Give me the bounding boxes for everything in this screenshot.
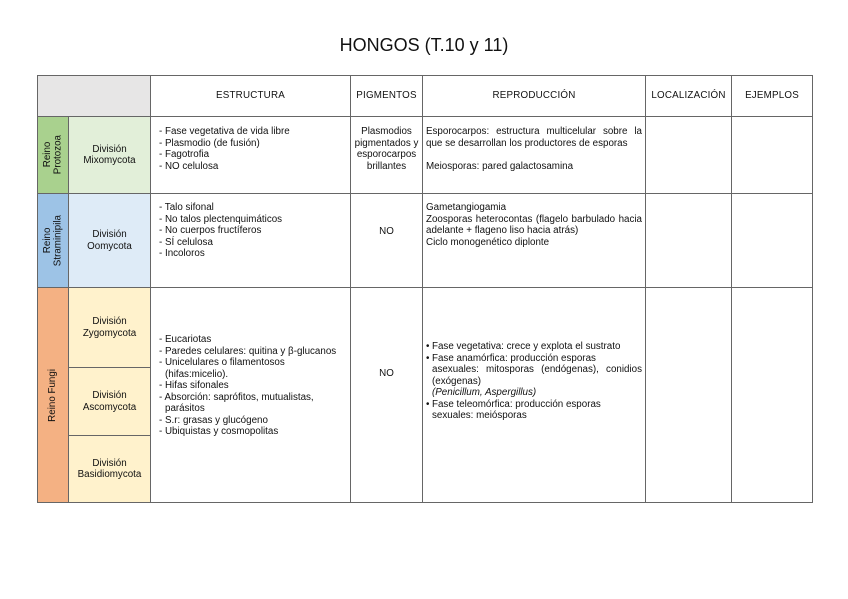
reino-label-line: Protozoa <box>52 135 63 175</box>
reino-label-line: Reino Fungi <box>46 368 58 422</box>
pigmentos-cell <box>351 194 423 288</box>
reino-label-line: Straminipila <box>52 214 63 267</box>
pigmentos-cell <box>351 117 423 194</box>
bullet-icon <box>426 341 429 353</box>
estructura-line: (hifas:micelio). <box>165 368 229 380</box>
ejemplos-cell <box>732 194 813 288</box>
reproduccion-cell <box>423 288 646 503</box>
estructura-line: - Talo sifonal <box>159 202 214 213</box>
reproduccion-line: Fase anamórfica: producción esporas <box>432 352 596 364</box>
bullet-item <box>426 353 642 399</box>
reproduccion-line: Esporocarpos: estructura multicelular sobre la <box>426 126 642 137</box>
estructura-line: - S.r: grasas y glucógeno <box>159 414 268 426</box>
bullet-item <box>426 399 642 422</box>
header-ejemplos: EJEMPLOS <box>732 76 813 117</box>
localizacion-cell <box>646 117 732 194</box>
localizacion-cell <box>646 194 732 288</box>
reproduccion-line: Fase vegetativa: crece y explota el sustrato <box>432 341 621 352</box>
reproduccion-line: Zoosporas heterocontas (flagelo barbulado hacia <box>426 213 642 225</box>
localizacion-cell <box>646 288 732 503</box>
reproduccion-line: Meiosporas: pared galactosamina <box>426 160 574 172</box>
estructura-line: - Fagotrofia <box>159 149 210 160</box>
division-label-line: División <box>92 229 127 240</box>
pigmentos-line: pigmentados y <box>354 137 419 149</box>
bullet-item <box>426 341 642 353</box>
estructura-cell <box>151 117 351 194</box>
estructura-line: - Absorción: saprófitos, mutualistas, <box>159 391 314 403</box>
reino-fungi-cell <box>38 288 69 503</box>
division-name: Zygomycota <box>82 327 137 339</box>
reproduccion-line: Ciclo monogenético diplonte <box>426 236 550 248</box>
estructura-line: - No talos plectenquimáticos <box>159 213 283 225</box>
header-localizacion: LOCALIZACIÓN <box>646 76 732 117</box>
estructura-line: - No cuerpos fructíferos <box>159 225 262 236</box>
bullet-icon <box>426 399 429 411</box>
estructura-line: - Paredes celulares: quitina y β-glucanos <box>159 345 337 357</box>
reproduccion-line: asexuales: mitosporas (endógenas), conidios <box>432 364 642 375</box>
ejemplos-cell <box>732 117 813 194</box>
division-name: Ascomycota <box>82 401 137 413</box>
ejemplos-cell <box>732 288 813 503</box>
reino-protozoa-label <box>43 135 64 174</box>
reproduccion-genera-note: (Penicillum, Aspergillus) <box>432 387 537 398</box>
reproduccion-cell <box>423 117 646 194</box>
reino-label-line: Reino <box>41 142 53 168</box>
header-row <box>38 76 813 117</box>
estructura-line: - Hifas sifonales <box>159 380 229 391</box>
reproduccion-line: adelante + flageno liso hacia atrás) <box>426 225 579 236</box>
reproduccion-paragraph <box>426 126 642 149</box>
division-label-line: División <box>92 316 127 327</box>
division-name: Basidiomycota <box>77 469 142 480</box>
reino-protozoa-cell <box>38 117 69 194</box>
estructura-line: - Plasmodio (de fusión) <box>159 137 260 149</box>
division-label-line: División <box>92 143 127 155</box>
reino-straminipila-cell <box>38 194 69 288</box>
reproduccion-line: que se desarrollan los productores de esporas <box>426 137 628 149</box>
estructura-line: - Eucariotas <box>159 334 212 345</box>
reino-label-line: Reino <box>41 227 53 254</box>
reproduccion-cell <box>423 194 646 288</box>
header-pigmentos: PIGMENTOS <box>351 76 423 117</box>
pigmentos-line: esporocarpos <box>356 149 417 160</box>
division-label-line: División <box>92 457 127 469</box>
table-row-straminipila <box>38 194 813 288</box>
estructura-line: parásitos <box>165 403 205 414</box>
bullet-icon <box>426 353 429 365</box>
division-name: Oomycota <box>87 240 132 252</box>
estructura-cell <box>151 288 351 503</box>
pigmentos-cell <box>351 288 423 503</box>
header-reproduccion: REPRODUCCIÓN <box>423 76 646 117</box>
division-label-line: División <box>92 390 127 401</box>
reproduccion-line: sexuales: meiósporas <box>432 410 527 421</box>
header-blank-cell <box>38 76 151 117</box>
table-row-protozoa <box>38 117 813 194</box>
estructura-cell <box>151 194 351 288</box>
division-name: Mixomycota <box>83 155 136 166</box>
estructura-line: - Ubiquistas y cosmopolitas <box>159 426 279 437</box>
estructura-line: - Fase vegetativa de vida libre <box>159 126 290 137</box>
division-oomycota-cell <box>69 194 151 288</box>
reproduccion-line: Fase teleomórfica: producción esporas <box>432 398 601 410</box>
reino-straminipila-label <box>43 215 64 266</box>
estructura-line: - NO celulosa <box>159 160 219 172</box>
estructura-line: - SÍ celulosa <box>159 236 213 248</box>
hongos-table <box>37 75 813 503</box>
pigmentos-line: NO <box>379 226 394 237</box>
reino-fungi-label <box>48 369 59 422</box>
reproduccion-line: Gametangiogamia <box>426 202 507 213</box>
division-zygomycota-cell <box>69 288 151 368</box>
header-estructura: ESTRUCTURA <box>151 76 351 117</box>
division-basidiomycota-cell <box>69 436 151 503</box>
pigmentos-line: brillantes <box>366 160 407 172</box>
estructura-line: - Unicelulares o filamentosos <box>159 357 285 368</box>
reproduccion-paragraph <box>426 161 642 173</box>
table-row-fungi <box>38 288 813 368</box>
page-title: HONGOS (T.10 y 11) <box>339 35 509 55</box>
pigmentos-line: NO <box>379 368 394 379</box>
division-mixomycota-cell <box>69 117 151 194</box>
estructura-line: - Incoloros <box>159 248 205 259</box>
pigmentos-line: Plasmodios <box>361 126 412 137</box>
reproduccion-line: (exógenas) <box>432 375 482 387</box>
division-ascomycota-cell <box>69 368 151 436</box>
